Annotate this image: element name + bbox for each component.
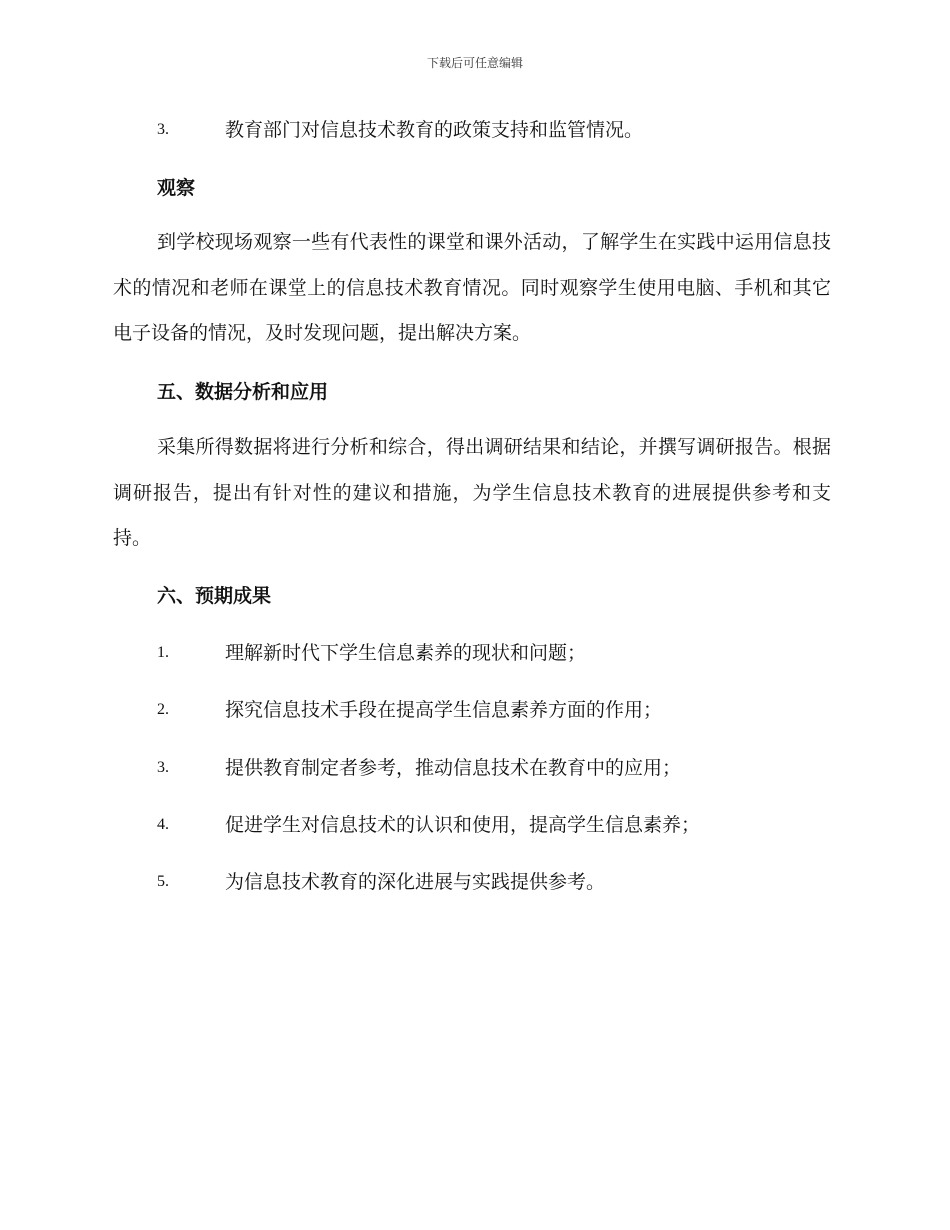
- list-number: 3.: [157, 759, 169, 776]
- paragraph-data-analysis: 采集所得数据将进行分析和综合，得出调研结果和结论，并撰写调研报告。根据调研报告，提出有针对性的建议和措施，为学生信息技术教育的进展提供参考和支持。: [113, 436, 831, 549]
- section-heading-expected-results: 六、预期成果: [157, 585, 272, 607]
- section-heading-observe: 观察: [157, 177, 196, 199]
- paragraph-observe: 到学校现场观察一些有代表性的课堂和课外活动，了解学生在实践中运用信息技术的情况和老师在课堂上的信息技术教育情况。同时观察学生使用电脑、手机和其它电子设备的情况，及时发现问题，提出解决方案。: [113, 231, 831, 344]
- list-text: 探究信息技术手段在提高学生信息素养方面的作用；: [225, 699, 663, 721]
- page-header: 下载后可任意编辑: [426, 56, 523, 70]
- list-text: 理解新时代下学生信息素养的现状和问题；: [225, 642, 587, 664]
- list-number: 2.: [157, 701, 169, 718]
- list-text: 为信息技术教育的深化进展与实践提供参考。: [225, 871, 606, 893]
- list-text: 促进学生对信息技术的认识和使用，提高学生信息素养；: [225, 814, 701, 836]
- list-number: 4.: [157, 816, 169, 833]
- list-text: 提供教育制定者参考，推动信息技术在教育中的应用；: [225, 757, 682, 779]
- list-number: 3.: [157, 121, 169, 138]
- list-number: 1.: [157, 644, 169, 661]
- list-text: 教育部门对信息技术教育的政策支持和监管情况。: [225, 119, 644, 141]
- list-number: 5.: [157, 873, 169, 890]
- section-heading-data-analysis: 五、数据分析和应用: [157, 381, 329, 403]
